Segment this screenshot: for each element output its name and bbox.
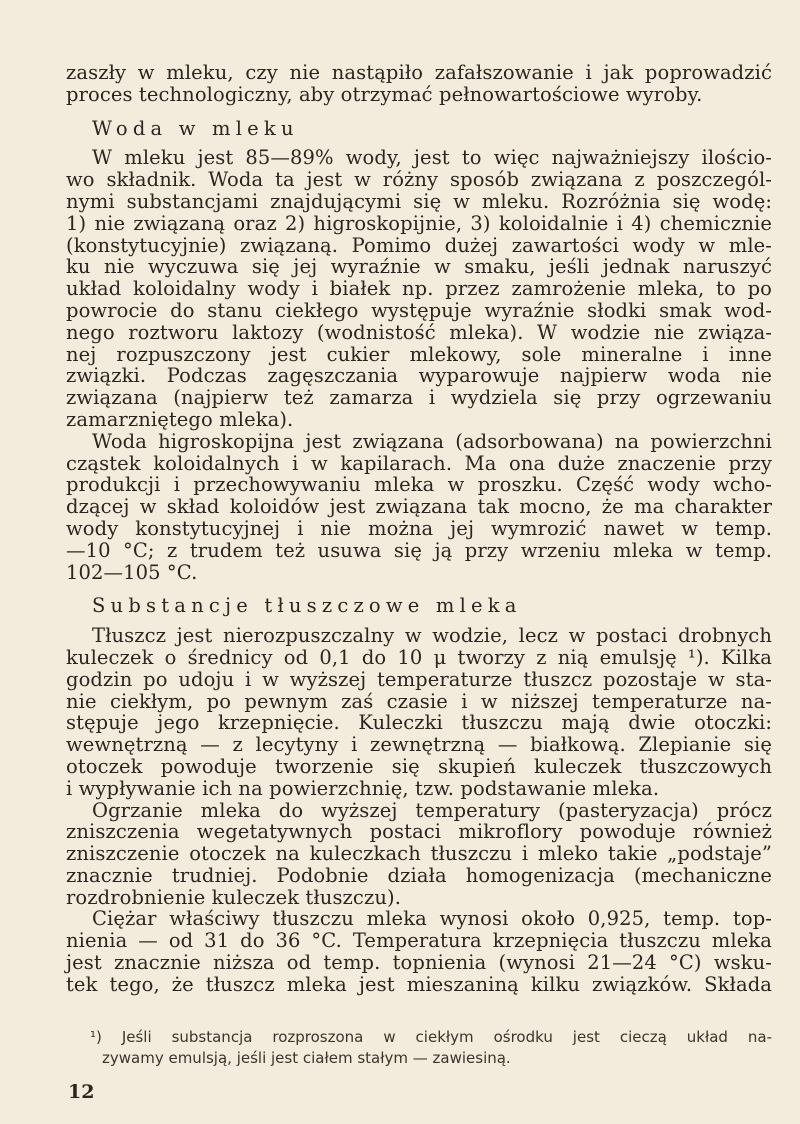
text-line: 102—105 °C. [66,560,198,584]
fat-paragraph-1 [66,625,772,799]
text-line: Ogrzanie mleka do wyższej temperatury (pasteryzacja) prócz [92,798,772,822]
text-line: zniszczenia wegetatywnych postaci mikroflory powoduje również [66,820,772,844]
text-line: wody konstytucyjnej i nie można jej wymrozić nawet w temp. [66,516,772,540]
text-line: godzin po udoju i w wyższej temperaturze tłuszcz pozostaje w sta- [66,667,772,691]
water-paragraph-2 [66,431,772,584]
text-line: rozdrobnienie kuleczek tłuszczu). [66,885,401,909]
text-line: proces technologiczny, aby otrzymać pełnowartościowe wyroby. [66,82,703,106]
text-line: zniszczenie otoczek na kuleczkach tłuszczu i mleko takie „podstaje” [66,842,772,866]
text-line: nej rozpuszczony jest cukier mlekowy, sole mineralne i inne [66,342,772,366]
footnote [90,1027,772,1069]
text-line: nymi substancjami znajdującymi się w mleku. Rozróżnia się wodę: [66,189,772,213]
text-line: wewnętrzną — z lecytyny i zewnętrzną — białkową. Zlepianie się [66,733,772,757]
footnote-line: ¹) Jeśli substancja rozproszona w ciekłym ośrodku jest cieczą układ na- [90,1028,772,1046]
text-line: kuleczek o średnicy od 0,1 do 10 μ tworzy z nią emulsję ¹). Kilka [66,645,772,669]
text-line: cząstek koloidalnych i w kapilarach. Ma ona duże znaczenie przy [66,451,772,475]
text-line: nienia — od 31 do 36 °C. Temperatura krzepnięcia tłuszczu mleka [66,929,772,953]
text-line: zamarzniętego mleka). [66,407,294,431]
text-line: wo składnik. Woda ta jest w różny sposób związana z poszczegól- [66,168,772,192]
text-line: Ciężar właściwy tłuszczu mleka wynosi około 0,925, temp. top- [92,907,772,931]
text-line: Woda higroskopijna jest związana (adsorbowana) na powierzchni [92,429,772,453]
text-line: związki. Podczas zagęszczania wyparowuje najpierw woda nie [66,364,772,388]
text-line: ku nie wyczuwa się jej wyraźnie w smaku, jeśli jednak naruszyć [66,255,772,279]
paragraph-intro [66,62,772,106]
text-line: tek tego, że tłuszcz mleka jest mieszaniną kilku związków. Składa [66,972,772,996]
section-heading-fat: Substancje tłuszczowe mleka [92,594,522,618]
text-line: Tłuszcz jest nierozpuszczalny w wodzie, lecz w postaci drobnych [92,624,772,648]
text-line: powrocie do stanu ciekłego występuje wyraźnie słodki smak wod- [66,298,772,322]
text-line: otoczek powoduje tworzenie się skupień kuleczek tłuszczowych [66,754,772,778]
main-text [66,62,772,996]
text-line: układ koloidalny wody i białek np. przez zamrożenie mleka, to po [66,277,772,301]
text-line: nie ciekłym, po pewnym zaś czasie i w niższej temperaturze na- [66,689,772,713]
text-line: dzącej w skład koloidów jest związana tak mocno, że ma charakter [66,495,772,519]
text-line: 1) nie związaną oraz 2) higroskopijnie, 3) koloidalnie i 4) chemicznie [66,211,772,235]
text-line: związana (najpierw też zamarza i wydziela się przy ogrzewaniu [66,386,772,410]
text-line: —10 °C; z trudem też usuwa się ją przy wrzeniu mleka w temp. [66,538,772,562]
fat-paragraph-2 [66,800,772,909]
text-line: W mleku jest 85—89% wody, jest to więc najważniejszy ilościo- [92,146,772,170]
text-line: zaszły w mleku, czy nie nastąpiło zafałszowanie i jak poprowadzić [66,61,772,84]
text-line: i wypływanie ich na powierzchnię, tzw. podstawanie mleka. [66,776,660,800]
water-paragraph-1 [66,147,772,430]
page-number: 12 [68,1081,95,1103]
text-line: stępuje jego krzepnięcie. Kuleczki tłuszczu mają dwie otoczki: [66,711,772,735]
footnote-line: zywamy emulsją, jeśli jest ciałem stałym — zawiesiną. [102,1049,511,1067]
fat-paragraph-3 [66,908,772,995]
text-line: jest znacznie niższa od temp. topnienia (wynosi 21—24 °C) wsku- [66,951,772,975]
text-line: nego roztworu laktozy (wodnistość mleka). W wodzie nie związa- [66,320,772,344]
text-line: (konstytucyjnie) związaną. Pomimo dużej zawartości wody w mle- [66,233,772,257]
section-heading-water: Woda w mleku [92,116,299,140]
text-line: znacznie trudniej. Podobnie działa homogenizacja (mechaniczne [66,863,772,887]
text-line: produkcji i przechowywaniu mleka w proszku. Część wody wcho- [66,473,772,497]
